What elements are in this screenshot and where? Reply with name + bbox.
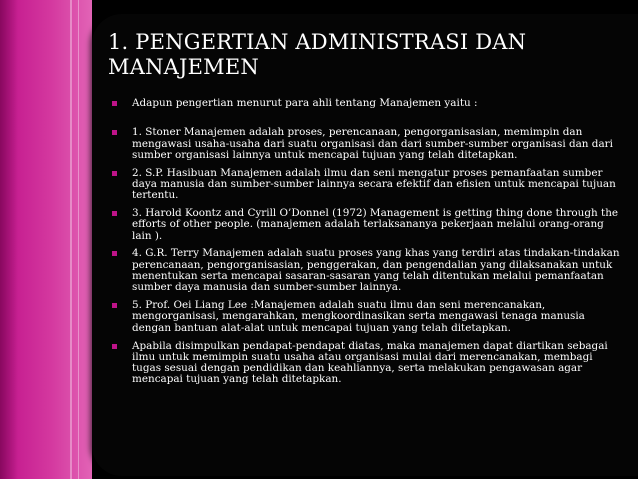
bullet-text: Apabila disimpulkan pendapat-pendapat diatas, maka manajemen dapat diartikan sebagai ilmu untuk memimpin suatu usaha atau organisasi mulai dari merencanakan, membagi tugas sesuai dengan pendidikan dan keahliannya, serta melakukan pengawasan agar mencapai tujuan yang telah ditetapkan. (132, 339, 608, 386)
bullet-text: 2. S.P. Hasibuan Manajemen adalah ilmu dan seni mengatur proses pemanfaatan sumber daya manusia dan sumber-sumber lainnya secara efektif dan efisien untuk mencapai tujuan tertentu. (132, 166, 616, 202)
square-bullet-icon (112, 251, 117, 256)
bullet-item (112, 127, 624, 161)
square-bullet-icon (112, 211, 117, 216)
square-bullet-icon (112, 303, 117, 308)
bullet-item (112, 341, 624, 386)
bullet-item (112, 98, 624, 109)
bullet-text: Adapun pengertian menurut para ahli tentang Manajemen yaitu : (132, 97, 478, 109)
square-bullet-icon (112, 344, 117, 349)
bullet-text: 4. G.R. Terry Manajemen adalah suatu proses yang khas yang terdiri atas tindakan-tindakan perencanaan, pengorganisasian, penggerakan, dan pengendalian yang dilaksanakan untuk menentukan serta mencapai sasaran-sasaran yang telah ditentukan melalui pemanfaatan sumber daya manusia dan sumber-sumber lainnya. (132, 247, 620, 294)
slide-title: 1. PENGERTIAN ADMINISTRASI DAN MANAJEMEN (108, 30, 527, 79)
square-bullet-icon (112, 101, 117, 106)
bullet-item (112, 168, 624, 202)
square-bullet-icon (112, 130, 117, 135)
bullet-item (112, 248, 624, 293)
decorative-band-shade (0, 0, 18, 479)
bullet-item (112, 208, 624, 242)
decorative-band-stripe (78, 0, 79, 479)
decorative-band-stripe (70, 0, 72, 479)
bullet-list (112, 98, 624, 392)
bullet-item (112, 300, 624, 334)
square-bullet-icon (112, 171, 117, 176)
bullet-text: 3. Harold Koontz and Cyrill O’Donnel (1972) Management is getting thing done through the efforts of other people. (manajemen adalah terlaksananya pekerjaan melalui orang-orang lain ). (132, 207, 619, 242)
bullet-text: 1. Stoner Manajemen adalah proses, perencanaan, pengorganisasian, memimpin dan mengawasi usaha-usaha dari suatu organisasi dan dari sumber-sumber organisasi dan dari sumber organisasi lainnya untuk mencapai tujuan yang telah ditetapkan. (132, 126, 613, 161)
bullet-text: 5. Prof. Oei Liang Lee :Manajemen adalah suatu ilmu dan seni merencanakan, mengorganisasi, mengarahkan, mengkoordinasikan serta mengawasi tenaga manusia dengan bantuan alat-alat untuk mencapai tujuan yang telah ditetapkan. (132, 299, 585, 334)
